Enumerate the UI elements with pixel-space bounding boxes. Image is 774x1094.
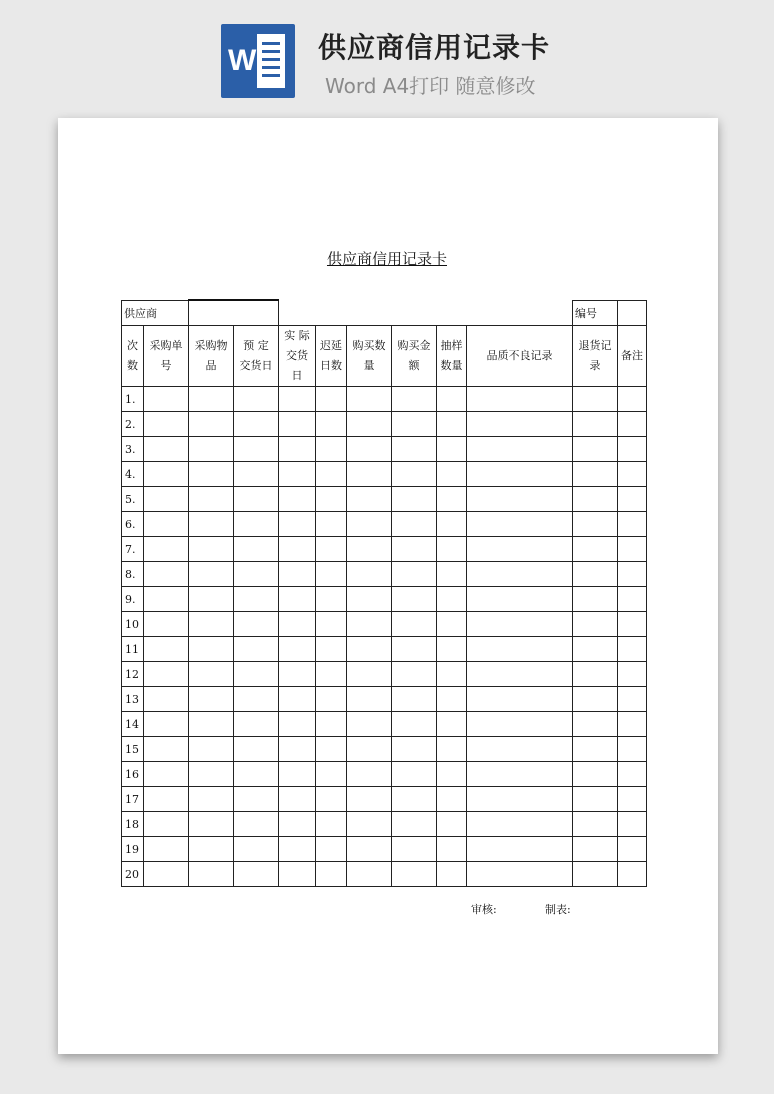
table-row xyxy=(122,612,647,637)
table-cell[interactable] xyxy=(392,787,437,812)
table-cell[interactable] xyxy=(316,587,347,612)
table-cell[interactable] xyxy=(144,837,189,862)
page-title: 供应商信用记录卡 xyxy=(318,31,551,64)
table-cell[interactable] xyxy=(573,812,618,837)
table-cell[interactable] xyxy=(144,562,189,587)
row-index: 19 xyxy=(122,837,144,862)
table-cell[interactable] xyxy=(467,737,573,762)
table-cell[interactable] xyxy=(392,662,437,687)
table-cell[interactable] xyxy=(467,537,573,562)
row-index: 6. xyxy=(122,512,144,537)
column-header: 迟延 日数 xyxy=(316,326,347,387)
table-cell[interactable] xyxy=(316,687,347,712)
table-row xyxy=(122,737,647,762)
table-cell[interactable] xyxy=(392,612,437,637)
table-cell[interactable] xyxy=(437,812,467,837)
supplier-value[interactable] xyxy=(189,300,279,326)
table-cell[interactable] xyxy=(316,412,347,437)
column-header: 购买数量 xyxy=(347,326,392,387)
table-row xyxy=(122,687,647,712)
table-cell[interactable] xyxy=(437,512,467,537)
table-cell[interactable] xyxy=(573,687,618,712)
table-cell[interactable] xyxy=(467,462,573,487)
table-cell[interactable] xyxy=(573,437,618,462)
table-cell[interactable] xyxy=(573,462,618,487)
column-header: 抽样 数量 xyxy=(437,326,467,387)
table-cell[interactable] xyxy=(347,562,392,587)
table-cell[interactable] xyxy=(144,387,189,412)
table-cell[interactable] xyxy=(234,662,279,687)
table-cell[interactable] xyxy=(144,812,189,837)
table-cell[interactable] xyxy=(392,637,437,662)
table-cell[interactable] xyxy=(279,412,316,437)
table-cell[interactable] xyxy=(144,537,189,562)
row-index: 10 xyxy=(122,612,144,637)
column-header: 备注 xyxy=(618,326,647,387)
number-label: 编号 xyxy=(573,300,618,326)
app-header xyxy=(0,0,774,110)
table-cell[interactable] xyxy=(144,637,189,662)
table-row xyxy=(122,637,647,662)
table-cell[interactable] xyxy=(467,612,573,637)
row-index: 11 xyxy=(122,637,144,662)
table-cell[interactable] xyxy=(618,687,647,712)
table-cell[interactable] xyxy=(618,387,647,412)
table-cell[interactable] xyxy=(279,687,316,712)
supplier-label: 供应商 xyxy=(122,300,189,326)
table-cell[interactable] xyxy=(573,862,618,887)
table-cell[interactable] xyxy=(234,437,279,462)
row-index: 4. xyxy=(122,462,144,487)
table-cell[interactable] xyxy=(392,412,437,437)
table-cell[interactable] xyxy=(618,862,647,887)
table-cell[interactable] xyxy=(234,487,279,512)
table-cell[interactable] xyxy=(234,712,279,737)
table-cell[interactable] xyxy=(316,487,347,512)
table-cell[interactable] xyxy=(618,712,647,737)
table-cell[interactable] xyxy=(437,687,467,712)
table-cell[interactable] xyxy=(189,687,234,712)
table-row xyxy=(122,487,647,512)
row-index: 16 xyxy=(122,762,144,787)
table-cell[interactable] xyxy=(347,787,392,812)
table-cell[interactable] xyxy=(437,462,467,487)
table-cell[interactable] xyxy=(279,812,316,837)
table-cell[interactable] xyxy=(437,437,467,462)
table-cell[interactable] xyxy=(618,762,647,787)
table-cell[interactable] xyxy=(234,512,279,537)
table-cell[interactable] xyxy=(316,837,347,862)
table-cell[interactable] xyxy=(573,762,618,787)
table-cell[interactable] xyxy=(189,512,234,537)
table-cell[interactable] xyxy=(316,462,347,487)
table-cell[interactable] xyxy=(437,837,467,862)
table-cell[interactable] xyxy=(437,662,467,687)
table-cell[interactable] xyxy=(392,737,437,762)
table-row xyxy=(122,412,647,437)
table-cell[interactable] xyxy=(279,837,316,862)
table-cell[interactable] xyxy=(392,762,437,787)
table-cell[interactable] xyxy=(189,562,234,587)
table-row xyxy=(122,437,647,462)
table-cell[interactable] xyxy=(234,537,279,562)
table-cell[interactable] xyxy=(467,762,573,787)
table-cell[interactable] xyxy=(437,562,467,587)
table-cell[interactable] xyxy=(234,762,279,787)
table-cell[interactable] xyxy=(347,462,392,487)
table-cell[interactable] xyxy=(618,462,647,487)
table-cell[interactable] xyxy=(279,737,316,762)
table-cell[interactable] xyxy=(392,837,437,862)
table-cell[interactable] xyxy=(467,812,573,837)
table-cell[interactable] xyxy=(392,537,437,562)
table-cell[interactable] xyxy=(467,412,573,437)
credit-record-table xyxy=(121,299,647,887)
table-cell[interactable] xyxy=(437,737,467,762)
table-cell[interactable] xyxy=(392,437,437,462)
table-cell[interactable] xyxy=(189,462,234,487)
table-cell[interactable] xyxy=(189,387,234,412)
row-index: 14 xyxy=(122,712,144,737)
table-cell[interactable] xyxy=(234,687,279,712)
table-cell[interactable] xyxy=(279,487,316,512)
column-header: 采购物品 xyxy=(189,326,234,387)
table-cell[interactable] xyxy=(316,512,347,537)
table-cell[interactable] xyxy=(573,712,618,737)
table-cell[interactable] xyxy=(573,787,618,812)
table-cell[interactable] xyxy=(189,612,234,637)
column-header: 预 定 交货日 xyxy=(234,326,279,387)
table-cell[interactable] xyxy=(467,787,573,812)
table-cell[interactable] xyxy=(234,562,279,587)
table-cell[interactable] xyxy=(144,737,189,762)
table-cell[interactable] xyxy=(467,562,573,587)
table-cell[interactable] xyxy=(316,787,347,812)
table-cell[interactable] xyxy=(279,587,316,612)
table-cell[interactable] xyxy=(437,487,467,512)
table-cell[interactable] xyxy=(573,587,618,612)
table-cell[interactable] xyxy=(347,437,392,462)
table-cell[interactable] xyxy=(189,837,234,862)
table-cell[interactable] xyxy=(189,762,234,787)
table-cell[interactable] xyxy=(467,587,573,612)
table-cell[interactable] xyxy=(437,612,467,637)
table-cell[interactable] xyxy=(618,737,647,762)
table-cell[interactable] xyxy=(347,537,392,562)
table-cell[interactable] xyxy=(618,812,647,837)
table-cell[interactable] xyxy=(573,737,618,762)
table-cell[interactable] xyxy=(144,437,189,462)
table-cell[interactable] xyxy=(347,837,392,862)
table-cell[interactable] xyxy=(234,837,279,862)
table-cell[interactable] xyxy=(189,587,234,612)
table-cell[interactable] xyxy=(618,537,647,562)
table-cell[interactable] xyxy=(144,687,189,712)
table-cell[interactable] xyxy=(347,762,392,787)
table-cell[interactable] xyxy=(279,637,316,662)
table-row xyxy=(122,537,647,562)
table-row xyxy=(122,787,647,812)
table-cell[interactable] xyxy=(189,412,234,437)
table-cell[interactable] xyxy=(234,637,279,662)
table-row xyxy=(122,812,647,837)
table-cell[interactable] xyxy=(573,637,618,662)
table-cell[interactable] xyxy=(392,562,437,587)
table-cell[interactable] xyxy=(189,812,234,837)
table-cell[interactable] xyxy=(573,837,618,862)
column-header: 实 际 交货日 xyxy=(279,326,316,387)
audit-label: 审核: xyxy=(471,903,497,916)
table-cell[interactable] xyxy=(234,412,279,437)
table-cell[interactable] xyxy=(347,612,392,637)
table-cell[interactable] xyxy=(347,812,392,837)
table-cell[interactable] xyxy=(234,812,279,837)
table-cell[interactable] xyxy=(279,512,316,537)
table-cell[interactable] xyxy=(437,712,467,737)
table-cell[interactable] xyxy=(467,687,573,712)
table-cell[interactable] xyxy=(279,387,316,412)
table-cell[interactable] xyxy=(234,462,279,487)
table-row xyxy=(122,512,647,537)
table-cell[interactable] xyxy=(392,512,437,537)
table-cell[interactable] xyxy=(437,862,467,887)
table-row xyxy=(122,387,647,412)
row-index: 3. xyxy=(122,437,144,462)
table-cell[interactable] xyxy=(144,862,189,887)
table-cell[interactable] xyxy=(347,487,392,512)
table-cell[interactable] xyxy=(437,637,467,662)
table-row xyxy=(122,837,647,862)
table-cell[interactable] xyxy=(392,862,437,887)
table-cell[interactable] xyxy=(144,712,189,737)
table-cell[interactable] xyxy=(234,612,279,637)
table-cell[interactable] xyxy=(189,862,234,887)
table-cell[interactable] xyxy=(347,687,392,712)
table-row xyxy=(122,862,647,887)
row-index: 20 xyxy=(122,862,144,887)
table-cell[interactable] xyxy=(316,612,347,637)
table-cell[interactable] xyxy=(144,487,189,512)
table-cell[interactable] xyxy=(189,437,234,462)
word-doc-icon xyxy=(221,24,295,98)
table-cell[interactable] xyxy=(437,587,467,612)
table-cell[interactable] xyxy=(618,787,647,812)
table-cell[interactable] xyxy=(316,437,347,462)
column-header: 退货记录 xyxy=(573,326,618,387)
table-cell[interactable] xyxy=(316,762,347,787)
table-cell[interactable] xyxy=(316,637,347,662)
table-cell[interactable] xyxy=(144,412,189,437)
table-cell[interactable] xyxy=(437,787,467,812)
table-cell[interactable] xyxy=(618,837,647,862)
table-cell[interactable] xyxy=(618,412,647,437)
table-cell[interactable] xyxy=(573,387,618,412)
table-cell[interactable] xyxy=(279,612,316,637)
table-cell[interactable] xyxy=(573,487,618,512)
table-cell[interactable] xyxy=(144,787,189,812)
table-row xyxy=(122,587,647,612)
table-cell[interactable] xyxy=(392,487,437,512)
table-cell[interactable] xyxy=(279,712,316,737)
table-cell[interactable] xyxy=(467,487,573,512)
table-cell[interactable] xyxy=(347,712,392,737)
table-cell[interactable] xyxy=(234,862,279,887)
table-cell[interactable] xyxy=(618,587,647,612)
table-cell[interactable] xyxy=(189,737,234,762)
row-index: 17 xyxy=(122,787,144,812)
table-row xyxy=(122,712,647,737)
row-index: 8. xyxy=(122,562,144,587)
table-cell[interactable] xyxy=(279,862,316,887)
table-cell[interactable] xyxy=(234,787,279,812)
table-cell[interactable] xyxy=(618,512,647,537)
table-cell[interactable] xyxy=(279,462,316,487)
table-cell[interactable] xyxy=(189,712,234,737)
row-index: 12 xyxy=(122,662,144,687)
table-cell[interactable] xyxy=(316,812,347,837)
column-header: 购买金额 xyxy=(392,326,437,387)
table-row xyxy=(122,762,647,787)
table-cell[interactable] xyxy=(573,412,618,437)
table-cell[interactable] xyxy=(437,387,467,412)
table-cell[interactable] xyxy=(316,862,347,887)
table-cell[interactable] xyxy=(347,637,392,662)
table-cell[interactable] xyxy=(573,512,618,537)
table-cell[interactable] xyxy=(144,587,189,612)
table-cell[interactable] xyxy=(618,562,647,587)
table-cell[interactable] xyxy=(467,512,573,537)
table-cell[interactable] xyxy=(437,762,467,787)
table-cell[interactable] xyxy=(316,537,347,562)
table-cell[interactable] xyxy=(347,662,392,687)
table-cell[interactable] xyxy=(437,537,467,562)
table-row xyxy=(122,562,647,587)
table-cell[interactable] xyxy=(347,587,392,612)
table-cell[interactable] xyxy=(234,587,279,612)
column-header: 采购单号 xyxy=(144,326,189,387)
table-cell[interactable] xyxy=(144,512,189,537)
word-letter: W xyxy=(228,44,257,77)
table-cell[interactable] xyxy=(189,487,234,512)
table-cell[interactable] xyxy=(392,587,437,612)
table-cell[interactable] xyxy=(144,662,189,687)
table-cell[interactable] xyxy=(144,462,189,487)
table-row xyxy=(122,662,647,687)
table-cell[interactable] xyxy=(144,612,189,637)
row-index: 1. xyxy=(122,387,144,412)
column-header: 品质不良记录 xyxy=(467,326,573,387)
table-cell[interactable] xyxy=(392,687,437,712)
table-cell[interactable] xyxy=(279,787,316,812)
table-cell[interactable] xyxy=(279,762,316,787)
table-cell[interactable] xyxy=(347,512,392,537)
table-cell[interactable] xyxy=(392,462,437,487)
table-cell[interactable] xyxy=(234,737,279,762)
column-header: 次 数 xyxy=(122,326,144,387)
table-cell[interactable] xyxy=(467,712,573,737)
table-cell[interactable] xyxy=(392,812,437,837)
table-cell[interactable] xyxy=(189,662,234,687)
document-title: 供应商信用记录卡 xyxy=(326,250,447,268)
table-cell[interactable] xyxy=(316,562,347,587)
page-subtitle: Word A4打印 随意修改 xyxy=(325,74,536,98)
table-row xyxy=(122,462,647,487)
table-cell[interactable] xyxy=(392,387,437,412)
table-cell[interactable] xyxy=(618,637,647,662)
table-cell[interactable] xyxy=(573,662,618,687)
row-index: 13 xyxy=(122,687,144,712)
table-cell[interactable] xyxy=(316,712,347,737)
table-cell[interactable] xyxy=(189,637,234,662)
table-cell[interactable] xyxy=(189,787,234,812)
table-cell[interactable] xyxy=(347,737,392,762)
table-cell[interactable] xyxy=(573,562,618,587)
table-cell[interactable] xyxy=(144,762,189,787)
table-cell[interactable] xyxy=(618,487,647,512)
table-cell[interactable] xyxy=(618,437,647,462)
table-cell[interactable] xyxy=(467,637,573,662)
table-cell[interactable] xyxy=(437,412,467,437)
table-cell[interactable] xyxy=(573,612,618,637)
table-cell[interactable] xyxy=(279,662,316,687)
table-cell[interactable] xyxy=(392,712,437,737)
table-cell[interactable] xyxy=(279,537,316,562)
row-index: 7. xyxy=(122,537,144,562)
table-cell[interactable] xyxy=(189,537,234,562)
table-cell[interactable] xyxy=(467,837,573,862)
table-cell[interactable] xyxy=(347,412,392,437)
row-index: 5. xyxy=(122,487,144,512)
table-cell[interactable] xyxy=(618,612,647,637)
table-cell[interactable] xyxy=(573,537,618,562)
number-value[interactable] xyxy=(618,300,647,326)
table-cell[interactable] xyxy=(347,862,392,887)
row-index: 9. xyxy=(122,587,144,612)
table-cell[interactable] xyxy=(467,862,573,887)
table-cell[interactable] xyxy=(467,387,573,412)
table-cell[interactable] xyxy=(279,437,316,462)
table-cell[interactable] xyxy=(467,437,573,462)
table-cell[interactable] xyxy=(316,662,347,687)
table-cell[interactable] xyxy=(279,562,316,587)
table-cell[interactable] xyxy=(234,387,279,412)
table-cell[interactable] xyxy=(347,387,392,412)
row-index: 2. xyxy=(122,412,144,437)
table-cell[interactable] xyxy=(316,387,347,412)
made-label: 制表: xyxy=(545,903,571,916)
row-index: 18 xyxy=(122,812,144,837)
table-cell[interactable] xyxy=(467,662,573,687)
table-cell[interactable] xyxy=(618,662,647,687)
row-index: 15 xyxy=(122,737,144,762)
table-cell[interactable] xyxy=(316,737,347,762)
